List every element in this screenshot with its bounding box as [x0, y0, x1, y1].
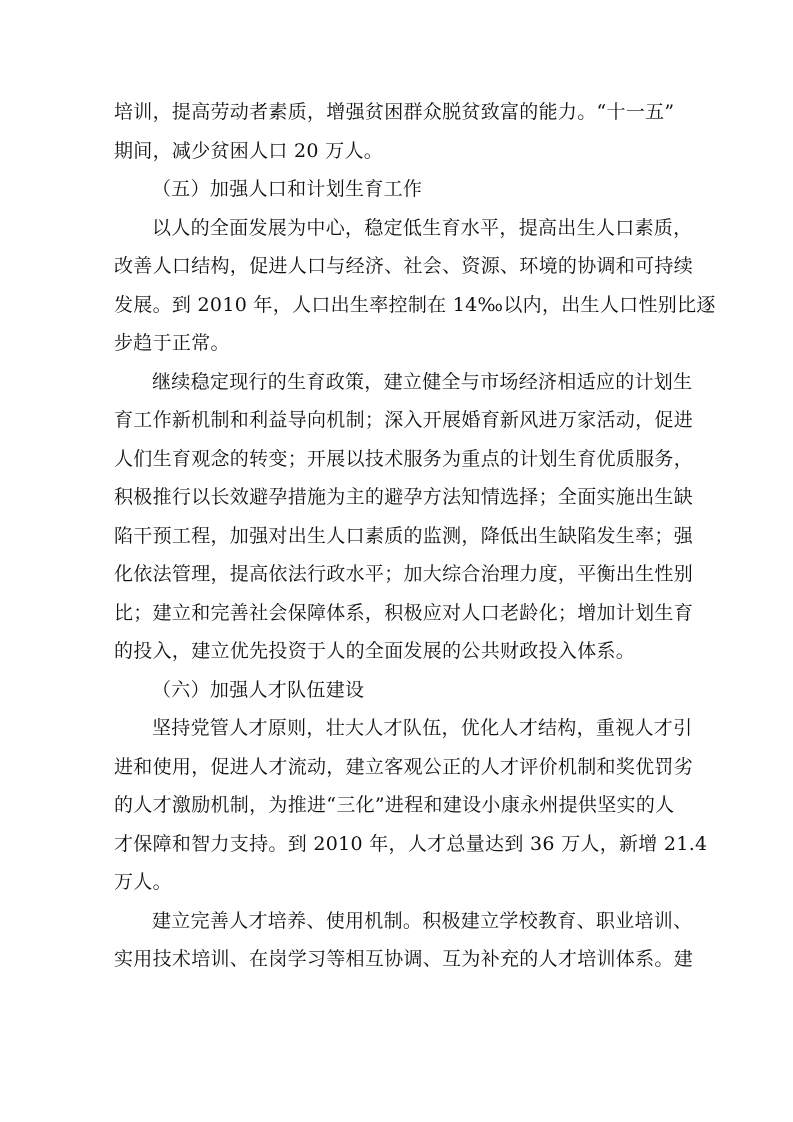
body-text-line: 才保障和智力支持。到 2010 年，人才总量达到 36 万人，新增 21.4: [114, 832, 708, 855]
paragraph-first-line: 建立完善人才培养、使用机制。积极建立学校教育、职业培训、: [152, 909, 693, 932]
body-text-line: 育工作新机制和利益导向机制；深入开展婚育新风进万家活动，促进: [114, 409, 694, 431]
body-text-line: 期间，减少贫困人口 20 万人。: [114, 139, 384, 162]
body-text-line: 的人才激励机制，为推进“三化”进程和建设小康永州提供坚实的人: [114, 794, 675, 816]
body-text-line: 积极推行以长效避孕措施为主的避孕方法知情选择；全面实施出生缺: [114, 486, 694, 508]
section-heading: （六）加强人才队伍建设: [152, 678, 365, 701]
body-text-line: 化依法管理，提高依法行政水平；加大综合治理力度，平衡出生性别: [114, 563, 694, 585]
body-text-line: 实用技术培训、在岗学习等相互协调、互为补充的人才培训体系。建: [114, 948, 694, 970]
body-text-line: 发展。到 2010 年，人口出生率控制在 14‰以内，出生人口性别比逐: [114, 293, 716, 316]
document-body: [114, 93, 716, 979]
body-text-line: 步趋于正常。: [114, 332, 230, 354]
body-text-line: 陷干预工程，加强对出生人口素质的监测，降低出生缺陷发生率；强: [114, 524, 694, 547]
body-text-line: 培训，提高劳动者素质，增强贫困群众脱贫致富的能力。“十一五”: [114, 101, 675, 123]
body-text-line: 进和使用，促进人才流动，建立客观公正的人才评价机制和奖优罚劣: [114, 755, 694, 778]
body-text-line: 人们生育观念的转变；开展以技术服务为重点的计划生育优质服务，: [114, 447, 694, 470]
paragraph-first-line: 以人的全面发展为中心，稳定低生育水平，提高出生人口素质，: [152, 216, 693, 239]
body-text-line: 的投入，建立优先投资于人的全面发展的公共财政投入体系。: [114, 640, 636, 662]
section-heading: （五）加强人口和计划生育工作: [152, 178, 423, 200]
paragraph-first-line: 继续稳定现行的生育政策，建立健全与市场经济相适应的计划生: [152, 370, 693, 393]
body-text-line: 万人。: [114, 871, 172, 893]
body-text-line: 比；建立和完善社会保障体系，积极应对人口老龄化；增加计划生育: [114, 601, 694, 624]
body-text-line: 改善人口结构，促进人口与经济、社会、资源、环境的协调和可持续: [114, 255, 694, 277]
paragraph-first-line: 坚持党管人才原则，壮大人才队伍，优化人才结构，重视人才引: [152, 717, 693, 739]
